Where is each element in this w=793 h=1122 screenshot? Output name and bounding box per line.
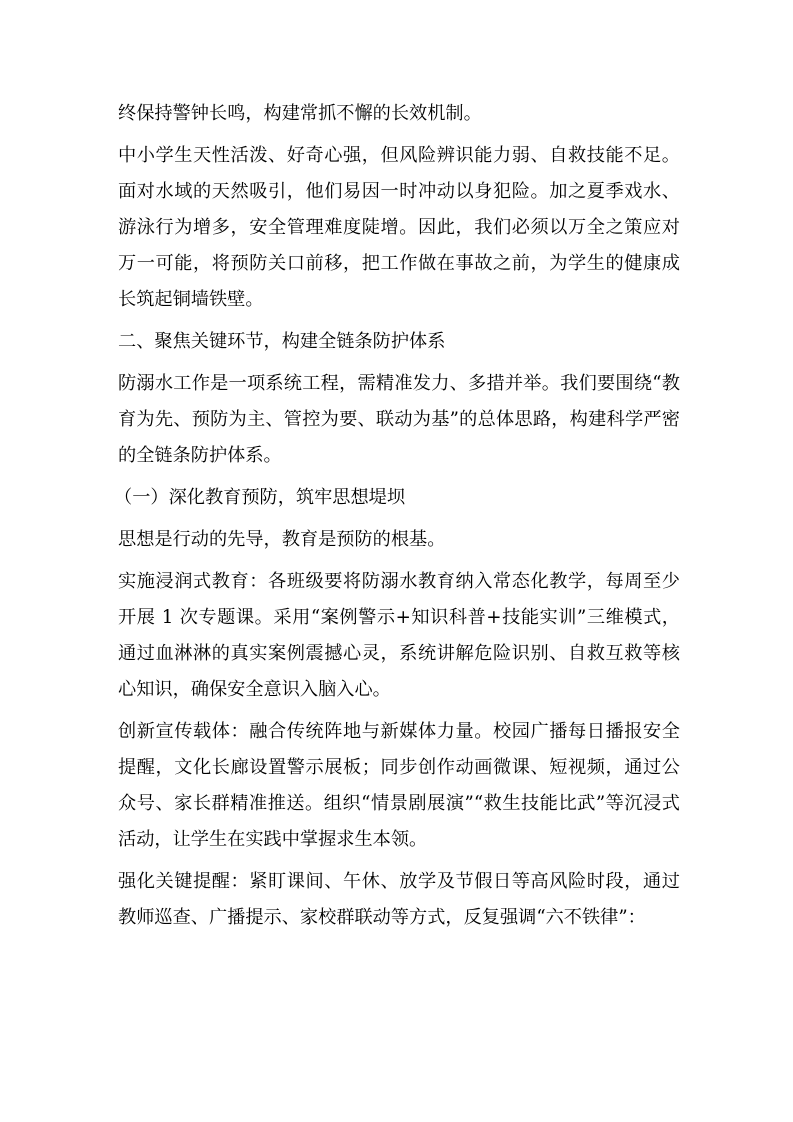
paragraph-publicity-carriers: 创新宣传载体：融合传统阵地与新媒体力量。校园广播每日播报安全提醒，文化长廊设置警示展板；同步创作动画微课、短视频，通过公众号、家长群精准推送。组织“情景剧展演”“救生技能比武”等沉浸式活动，让学生在实践中掌握求生本领。 bbox=[118, 721, 680, 850]
paragraph-key-reminders: 强化关键提醒：紧盯课间、午休、放学及节假日等高风险时段，通过教师巡查、广播提示、家校群联动等方式，反复强调“六不铁律”： bbox=[118, 871, 680, 928]
document-body bbox=[114, 96, 680, 942]
paragraph-education-foundation: 思想是行动的先导，教育是预防的根基。 bbox=[118, 529, 446, 550]
paragraph-immersive-education: 实施浸润式教育：各班级要将防溺水教育纳入常态化教学，每周至少开展 1 次专题课。采用“案例警示+知识科普+技能实训”三维模式，通过血淋淋的真实案例震撼心灵，系统讲解危险识别、自救互救等核心知识，确保安全意识入脑入心。 bbox=[118, 571, 680, 700]
paragraph-student-risk: 中小学生天性活泼、好奇心强，但风险辨识能力弱、自救技能不足。面对水域的天然吸引，他们易因一时冲动以身犯险。加之夏季戏水、游泳行为增多，安全管理难度陡增。因此，我们必须以万全之策应对万一可能，将预防关口前移，把工作做在事故之前，为学生的健康成长筑起铜墙铁壁。 bbox=[118, 145, 680, 310]
paragraph-system-project: 防溺水工作是一项系统工程，需精准发力、多措并举。我们要围绕“教育为先、预防为主、管控为要、联动为基”的总体思路，构建科学严密的全链条防护体系。 bbox=[118, 373, 680, 466]
paragraph-continuation: 终保持警钟长鸣，构建常抓不懈的长效机制。 bbox=[118, 103, 482, 124]
section-heading-2: 二、聚焦关键环节，构建全链条防护体系 bbox=[118, 331, 446, 352]
subsection-heading-1: （一）深化教育预防，筑牢思想堤坝 bbox=[114, 487, 406, 508]
